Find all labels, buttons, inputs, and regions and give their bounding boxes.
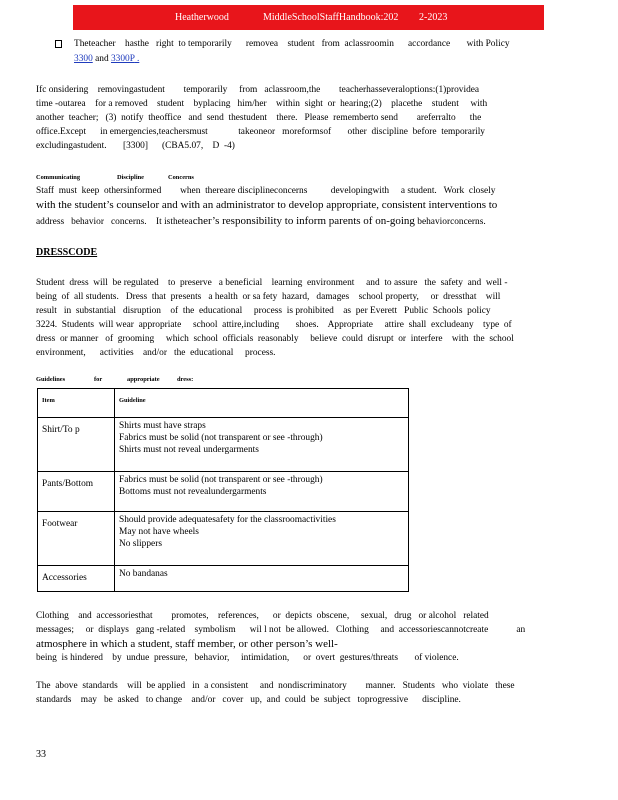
dress-line6: environment, activities and/or the educational process. (36, 348, 276, 358)
row-item: Footwear (38, 512, 115, 566)
dress-line4: 3224. Students will wear appropriate school attire,including shoes. Appropriate attire shall excludeany type of (36, 320, 512, 330)
row-item: Shirt/To p (38, 418, 115, 472)
guidelines-label-1: Guidelines (36, 376, 66, 383)
communicating-line2: with the student’s counselor and with an administrator to develop appropriate, consistent interventions to (36, 199, 498, 211)
header-bar (73, 5, 544, 30)
header-year: 2-2023 (419, 12, 448, 23)
dress-line5: dress or manner of grooming which school officials reasonably believe could disrupt or interfere with the school (36, 334, 514, 344)
guideline-line: No bandanas (119, 569, 168, 579)
table-row (38, 566, 409, 592)
standards-line1: The above standards will be applied in a consistent and nondiscriminatory manner. Students who violate these (36, 681, 515, 691)
communicating-line1: Staff must keep othersinformed when thereare disciplineconcerns developingwith a student. Work closely (36, 186, 496, 196)
table-row (38, 418, 409, 472)
guideline-line: Should provide adequatesafety for the classroomactivities (119, 515, 336, 525)
dress-code-heading: DRESSCODE (36, 247, 98, 258)
clothing-line1: Clothing and accessoriesthat promotes, references, or depicts obscene, sexual, drug or alcohol related (36, 611, 489, 621)
row-guideline (115, 512, 409, 566)
table-row (38, 512, 409, 566)
options-line3: another teacher; (3) notify theoffice and send thestudent there. Please rememberto send areferralto the (36, 113, 482, 123)
col-item-header: Item (38, 389, 115, 418)
page-number: 33 (36, 749, 46, 760)
guideline-line: Fabrics must be solid (not transparent or see -through) (119, 475, 323, 485)
bullet-dot: . (134, 54, 140, 64)
row-item: Accessories (38, 566, 115, 592)
communicating-label-2: Discipline (117, 174, 144, 181)
policy-3300-link[interactable]: 3300 (74, 54, 93, 64)
dress-line3: result in substantial disruption of the educational process is prohibited as per Everett Public Schools policy (36, 306, 491, 316)
standards-line2: standards may be asked to change and/or cover up, and could be subject toprogressive discipline. (36, 695, 461, 705)
clothing-line4: being is hindered by undue pressure, behavior, intimidation, or overt gestures/threats of violence. (36, 653, 459, 663)
dress-line2: being of all students. Dress that presents a health or sa fety hazard, damages school property, or dressthat will (36, 292, 501, 302)
row-guideline (115, 566, 409, 592)
guideline-line: Bottoms must not revealundergarments (119, 487, 267, 497)
row-guideline (115, 472, 409, 512)
comm-line3c: behaviorconcerns. (414, 217, 486, 227)
guideline-line: Fabrics must be solid (not transparent or see -through) (119, 433, 323, 443)
guideline-line: Shirts must not reveal undergarments (119, 445, 259, 455)
options-line5: excludingastudent. [3300] (CBA5.07, D -4) (36, 141, 235, 151)
policy-3300p-link[interactable]: 3300P (110, 54, 135, 64)
comm-line3a: address behavior concerns. It isthetea (36, 217, 193, 227)
header-title: MiddleSchoolStaffHandbook:202 (263, 12, 399, 23)
guideline-line: May not have wheels (119, 527, 199, 537)
row-item: Pants/Bottom (38, 472, 115, 512)
table-row (38, 472, 409, 512)
clothing-line2: messages; or displays gang -related symbolism wil l not be allowed. Clothing and accessoriescannotcreate an (36, 625, 526, 635)
bullet-line2 (74, 52, 139, 66)
bullet-line1: Theteacher hasthe right to temporarily removea student from aclassroomin accordance with Policy (74, 39, 510, 49)
communicating-line3 (36, 214, 486, 229)
guidelines-table (37, 388, 409, 592)
communicating-label-3: Concerns (168, 174, 194, 181)
options-line1: Ifc onsidering removingastudent temporarily from aclassroom,the teacherhasseveraloptions:(1)providea (36, 85, 480, 95)
bullet-box-icon (55, 40, 62, 48)
guideline-line: Shirts must have straps (119, 421, 206, 431)
col-guideline-header: Guideline (115, 389, 409, 418)
guidelines-label-2: for (94, 376, 103, 383)
dress-line1: Student dress will be regulated to preserve a beneficial learning environment and to assure the safety and well - (36, 278, 508, 288)
options-line2: time -outarea for a removed student byplacing him/her within sight or hearing;(2) placethe student with (36, 99, 488, 109)
header-school: Heatherwood (175, 12, 229, 23)
row-guideline (115, 418, 409, 472)
guidelines-label-4: dress: (177, 376, 194, 383)
guideline-line: No slippers (119, 539, 162, 549)
guidelines-label-3: appropriate (127, 376, 160, 383)
table-header-row (38, 389, 409, 418)
clothing-line3: atmosphere in which a student, staff member, or other person’s well- (36, 638, 338, 650)
bullet-and: and (92, 54, 111, 64)
communicating-label-1: Communicating (36, 174, 81, 181)
options-line4: office.Except in emergencies,teachersmust takeoneor moreformsof other discipline before temporarily (36, 127, 485, 137)
comm-line3b: cher’s responsibility to inform parents of on-going (192, 215, 415, 227)
